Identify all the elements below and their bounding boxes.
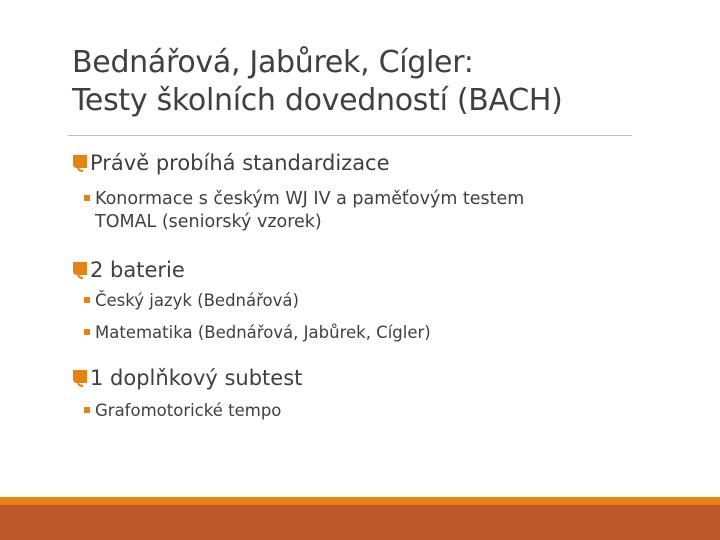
slide-title-line-2: Testy školních dovedností (BACH) (72, 83, 563, 118)
subbullet-graphomotor-tempo-text: Grafomotorické tempo (95, 401, 282, 420)
subbullet-czech-language-text: Český jazyk (Bednářová) (95, 291, 299, 310)
checkbox-bullet-icon (72, 261, 88, 279)
subbullet-czech-language (84, 289, 299, 312)
bullet-2-batteries-text: 2 baterie (90, 258, 185, 282)
bullet-2-batteries (72, 257, 185, 283)
subbullet-konormace-line-1: Konormace s českým WJ IV a paměťovým testem (95, 189, 525, 209)
bullet-standardization (72, 150, 390, 176)
square-bullet-icon (84, 329, 90, 335)
bullet-standardization-text: Právě probíhá standardizace (90, 151, 390, 175)
footer-band (0, 505, 720, 540)
subbullet-graphomotor-tempo (84, 399, 281, 422)
subbullet-konormace (84, 188, 524, 234)
subbullet-mathematics-text: Matematika (Bednářová, Jabůrek, Cígler) (95, 323, 431, 342)
footer-accent-stripe (0, 497, 720, 505)
subbullet-konormace-line-2: TOMAL (seniorský vzorek) (95, 212, 322, 232)
slide-title (72, 44, 672, 120)
bullet-supplementary-subtest-text: 1 doplňkový subtest (90, 366, 303, 390)
square-bullet-icon (84, 195, 90, 201)
checkbox-bullet-icon (72, 369, 88, 387)
square-bullet-icon (84, 407, 90, 413)
square-bullet-icon (84, 297, 90, 303)
title-divider (68, 135, 632, 136)
subbullet-mathematics (84, 321, 431, 344)
checkbox-bullet-icon (72, 154, 88, 172)
bullet-supplementary-subtest (72, 365, 302, 391)
slide-title-line-1: Bednářová, Jabůrek, Cígler: (72, 45, 474, 80)
